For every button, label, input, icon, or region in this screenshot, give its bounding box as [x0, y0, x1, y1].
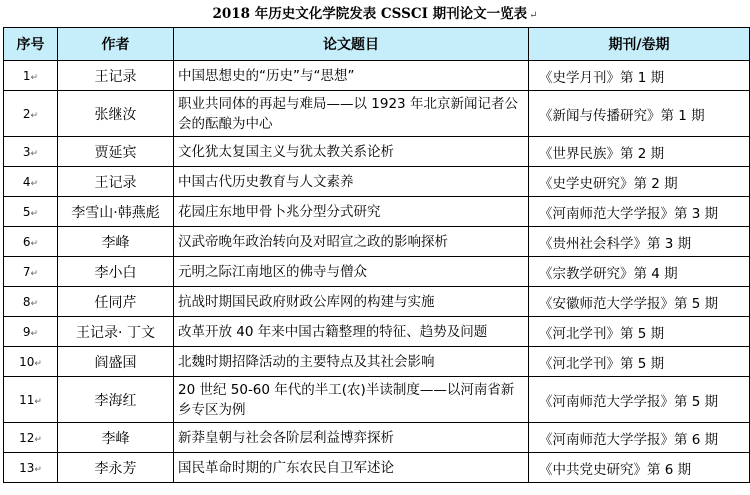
- row-paper-title: 20 世纪 50-60 年代的半工(农)半读制度——以河南省新乡专区为例: [174, 377, 529, 423]
- table-row: [4, 317, 750, 347]
- row-paper-title: 国民革命时期的广东农民自卫军述论: [174, 453, 529, 483]
- paragraph-mark-icon: ↵: [30, 328, 39, 339]
- row-author: 李峰: [58, 423, 174, 453]
- row-paper-title: 中国古代历史教育与人文素养: [174, 167, 529, 197]
- row-paper-title: 文化犹太复国主义与犹太教关系论析: [174, 137, 529, 167]
- row-number-text: 11: [19, 392, 35, 407]
- row-journal: 《贵州社会科学》第 3 期: [529, 227, 750, 257]
- row-number: [4, 137, 58, 167]
- paragraph-mark-icon: ↵: [34, 434, 42, 445]
- row-number: [4, 197, 58, 227]
- row-number-text: 7: [22, 264, 31, 279]
- row-number-text: 4: [22, 174, 31, 189]
- row-number-text: 3: [22, 144, 31, 159]
- row-number-text: 6: [22, 234, 31, 249]
- row-paper-title: 元明之际江南地区的佛寺与僧众: [174, 257, 529, 287]
- row-number-text: 10: [19, 354, 35, 369]
- row-paper-title: 新莽皇朝与社会各阶层利益博弈探析: [174, 423, 529, 453]
- paragraph-mark-icon: ↵: [529, 10, 538, 21]
- row-number-text: 2: [22, 106, 31, 121]
- row-author: 阎盛国: [58, 347, 174, 377]
- row-author: 张继汝: [58, 91, 174, 137]
- row-number-text: 12: [19, 430, 35, 445]
- row-author: 李永芳: [58, 453, 174, 483]
- paragraph-mark-icon: ↵: [30, 72, 39, 83]
- row-journal: 《河北学刊》第 5 期: [529, 317, 750, 347]
- row-author: 李峰: [58, 227, 174, 257]
- header-num: 序号: [4, 28, 58, 61]
- row-number-text: 1: [22, 68, 31, 83]
- paragraph-mark-icon: ↵: [34, 464, 42, 475]
- row-number: [4, 423, 58, 453]
- paragraph-mark-icon: ↵: [34, 358, 42, 369]
- row-journal: 《宗教学研究》第 4 期: [529, 257, 750, 287]
- row-author: 王记录· 丁文: [58, 317, 174, 347]
- header-journal: 期刊/卷期: [529, 28, 750, 61]
- row-number: [4, 377, 58, 423]
- table-row: [4, 287, 750, 317]
- table-row: [4, 227, 750, 257]
- table-row: [4, 257, 750, 287]
- row-author: 王记录: [58, 167, 174, 197]
- row-author: 贾延宾: [58, 137, 174, 167]
- header-paper: 论文题目: [174, 28, 529, 61]
- row-number: [4, 227, 58, 257]
- table-row: [4, 377, 750, 423]
- paragraph-mark-icon: ↵: [30, 110, 39, 121]
- row-number: [4, 347, 58, 377]
- row-paper-title: 抗战时期国民政府财政公库网的构建与实施: [174, 287, 529, 317]
- paragraph-mark-icon: ↵: [34, 396, 42, 407]
- row-number: [4, 287, 58, 317]
- row-journal: 《史学月刊》第 1 期: [529, 61, 750, 91]
- row-number: [4, 257, 58, 287]
- row-paper-title: 北魏时期招降活动的主要特点及其社会影响: [174, 347, 529, 377]
- row-paper-title: 中国思想史的“历史”与“思想”: [174, 61, 529, 91]
- row-paper-title: 花园庄东地甲骨卜兆分型分式研究: [174, 197, 529, 227]
- row-author: 任同芹: [58, 287, 174, 317]
- row-paper-title: 改革开放 40 年来中国古籍整理的特征、趋势及问题: [174, 317, 529, 347]
- row-number-text: 13: [19, 460, 35, 475]
- row-author: 李雪山·韩燕彪: [58, 197, 174, 227]
- row-journal: 《安徽师范大学学报》第 5 期: [529, 287, 750, 317]
- title-text: 2018 年历史文化学院发表 CSSCI 期刊论文一览表: [212, 6, 528, 22]
- table-row: [4, 167, 750, 197]
- document-title: [0, 3, 750, 25]
- table-header-row: [4, 28, 750, 61]
- row-number: [4, 61, 58, 91]
- row-number: [4, 453, 58, 483]
- papers-table: [3, 27, 750, 483]
- table-row: [4, 137, 750, 167]
- row-number: [4, 317, 58, 347]
- row-journal: 《河南师范大学学报》第 3 期: [529, 197, 750, 227]
- header-author: 作者: [58, 28, 174, 61]
- paragraph-mark-icon: ↵: [30, 298, 39, 309]
- table-row: [4, 197, 750, 227]
- row-paper-title: 职业共同体的再起与难局——以 1923 年北京新闻记者公会的酝酿为中心: [174, 91, 529, 137]
- row-number: [4, 91, 58, 137]
- table-row: [4, 347, 750, 377]
- row-number-text: 5: [22, 204, 31, 219]
- row-journal: 《中共党史研究》第 6 期: [529, 453, 750, 483]
- row-author: 王记录: [58, 61, 174, 91]
- row-journal: 《河北学刊》第 5 期: [529, 347, 750, 377]
- row-journal: 《河南师范大学学报》第 6 期: [529, 423, 750, 453]
- table-row: [4, 61, 750, 91]
- row-journal: 《史学史研究》第 2 期: [529, 167, 750, 197]
- row-journal: 《世界民族》第 2 期: [529, 137, 750, 167]
- row-number-text: 9: [22, 324, 31, 339]
- row-number: [4, 167, 58, 197]
- row-number-text: 8: [22, 294, 31, 309]
- paragraph-mark-icon: ↵: [30, 178, 39, 189]
- table-row: [4, 423, 750, 453]
- paragraph-mark-icon: ↵: [30, 208, 39, 219]
- paragraph-mark-icon: ↵: [30, 148, 39, 159]
- table-row: [4, 453, 750, 483]
- row-author: 李小白: [58, 257, 174, 287]
- paragraph-mark-icon: ↵: [30, 268, 39, 279]
- row-paper-title: 汉武帝晚年政治转向及对昭宣之政的影响探析: [174, 227, 529, 257]
- row-journal: 《新闻与传播研究》第 1 期: [529, 91, 750, 137]
- row-journal: 《河南师范大学学报》第 5 期: [529, 377, 750, 423]
- table-row: [4, 91, 750, 137]
- row-author: 李海红: [58, 377, 174, 423]
- table-body: [4, 61, 750, 483]
- paragraph-mark-icon: ↵: [30, 238, 39, 249]
